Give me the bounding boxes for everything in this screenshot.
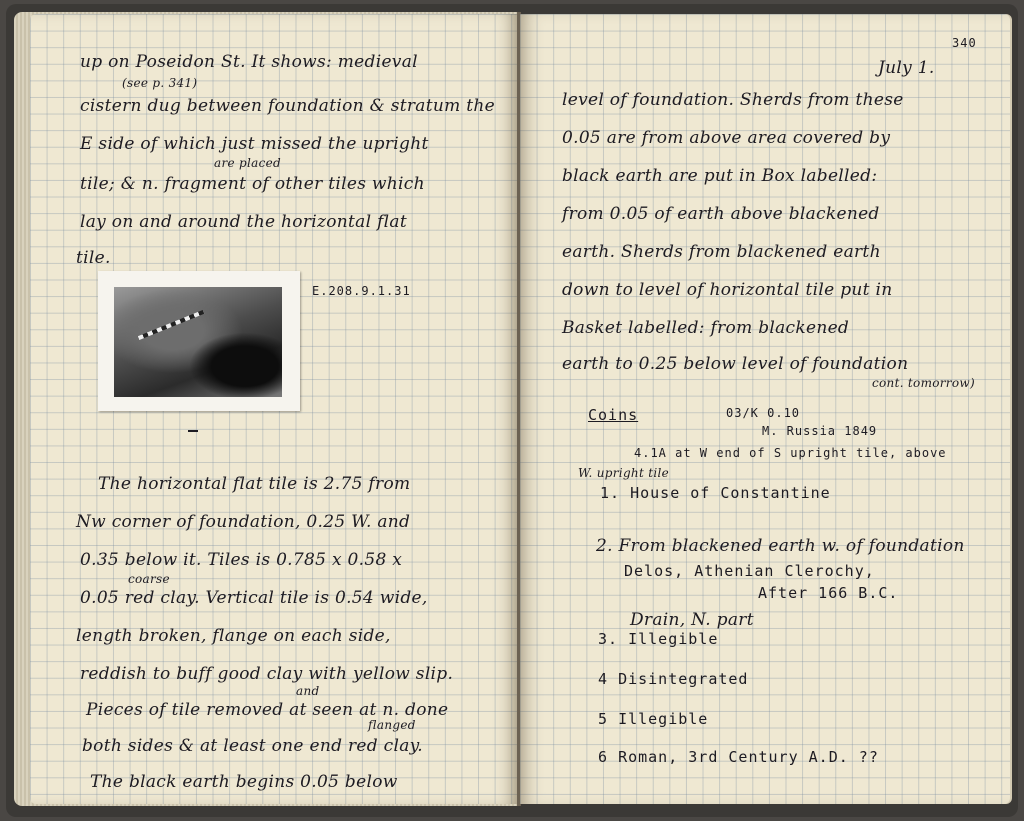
right-line: earth. Sherds from blackened earth — [562, 242, 881, 262]
right-line: cont. tomorrow) — [872, 376, 975, 390]
left-line: (see p. 341) — [122, 76, 198, 90]
left-line: 0.35 below it. Tiles is 0.785 x 0.58 x — [80, 550, 403, 570]
coin-ref-2: M. Russia 1849 — [762, 424, 878, 438]
left-line: lay on and around the horizontal flat — [80, 212, 407, 232]
right-line: earth to 0.25 below level of foundation — [562, 354, 909, 374]
coin-entry — [598, 748, 879, 766]
left-line: 0.05 red clay. Vertical tile is 0.54 wide, — [80, 588, 428, 608]
left-line: cistern dug between foundation & stratum the — [80, 96, 495, 116]
right-page — [520, 14, 1010, 804]
coin-number: 5 — [598, 710, 609, 728]
coin-number: 3. — [598, 630, 619, 648]
coins-heading: Coins — [588, 406, 639, 424]
coin-text: Disintegrated — [618, 670, 749, 688]
left-line: E side of which just missed the upright — [80, 134, 429, 154]
coin-entry — [596, 536, 965, 556]
coin-text: From blackened earth w. of foundation — [618, 536, 965, 556]
left-line: coarse — [128, 572, 170, 586]
left-line: flanged — [368, 718, 416, 732]
coin-number: 1. — [600, 484, 621, 502]
left-line: tile; & n. fragment of other tiles which — [80, 174, 425, 194]
coin-text: Roman, 3rd Century A.D. ?? — [618, 748, 879, 766]
coin-note-2: W. upright tile — [578, 466, 669, 480]
coin-number: 2. — [596, 536, 613, 556]
coin-number: 6 — [598, 748, 609, 766]
right-line: 0.05 are from above area covered by — [562, 128, 891, 148]
left-line: and — [296, 684, 320, 698]
coin-entry-detail: Delos, Athenian Clerochy, — [624, 562, 875, 580]
right-line: black earth are put in Box labelled: — [562, 166, 878, 186]
left-line: both sides & at least one end red clay. — [82, 736, 423, 756]
page-date: July 1. — [878, 58, 935, 78]
coin-entry — [598, 630, 718, 648]
left-line: up on Poseidon St. It shows: medieval — [80, 52, 418, 72]
right-line: from 0.05 of earth above blackened — [562, 204, 880, 224]
photo-label: E.208.9.1.31 — [312, 284, 411, 298]
photo-scale-bar — [138, 310, 204, 340]
left-line: The horizontal flat tile is 2.75 from — [98, 474, 411, 494]
coin-ref: 03/K 0.10 — [726, 406, 801, 420]
coin-entry-detail: Drain, N. part — [630, 610, 754, 630]
right-line: Basket labelled: from blackened — [562, 318, 850, 338]
left-line: reddish to buff good clay with yellow slip. — [80, 664, 454, 684]
coin-text: Illegible — [618, 710, 709, 728]
page-number: 340 — [952, 36, 977, 50]
left-line: Pieces of tile removed at seen at n. done — [86, 700, 449, 720]
photo-image — [114, 287, 282, 397]
left-line: are placed — [214, 156, 281, 170]
coin-entry — [600, 484, 831, 502]
coin-text: House of Constantine — [630, 484, 831, 502]
left-line: tile. — [76, 248, 111, 268]
coin-entry-detail: After 166 B.C. — [758, 584, 899, 602]
coin-note: 4.1A at W end of S upright tile, above — [634, 446, 947, 460]
coin-entry — [598, 670, 748, 688]
right-line: down to level of horizontal tile put in — [562, 280, 893, 300]
left-line: length broken, flange on each side, — [76, 626, 391, 646]
coin-number: 4 — [598, 670, 609, 688]
right-line: level of foundation. Sherds from these — [562, 90, 904, 110]
coin-text: Illegible — [628, 630, 719, 648]
left-line: The black earth begins 0.05 below — [90, 772, 398, 792]
coin-entry — [598, 710, 708, 728]
left-line: Nw corner of foundation, 0.25 W. and — [76, 512, 411, 532]
dash-mark — [188, 430, 198, 432]
excavation-photo — [98, 271, 300, 411]
